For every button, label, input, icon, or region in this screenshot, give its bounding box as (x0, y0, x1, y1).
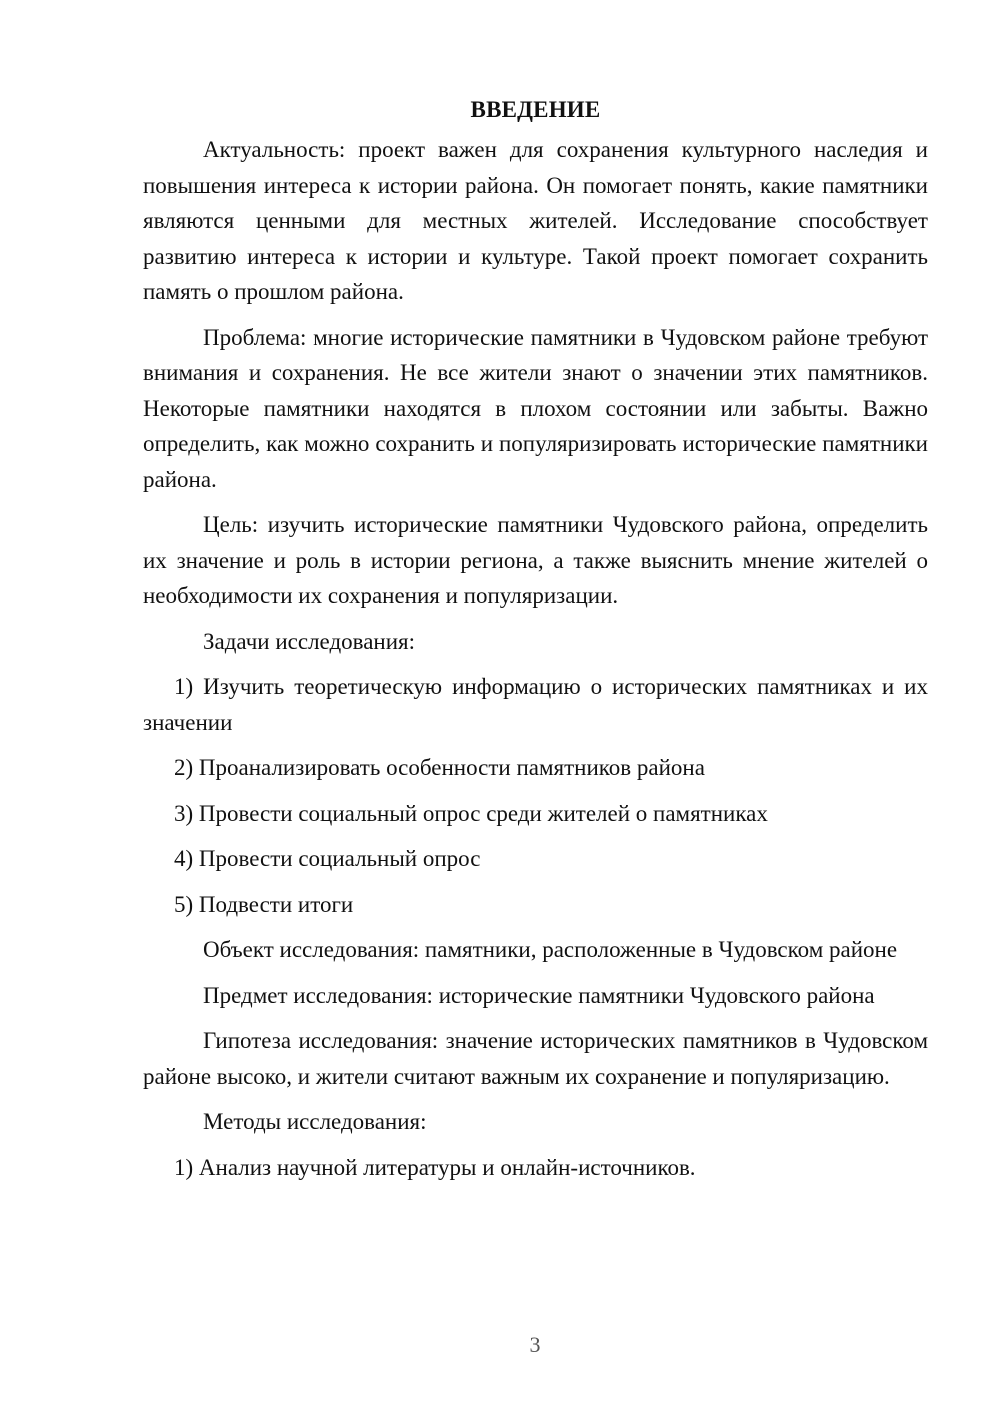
subject-paragraph: Предмет исследования: исторические памятники Чудовского района (203, 982, 875, 1008)
task-item-5: 5) Подвести итоги (174, 891, 354, 917)
page-number: 3 (529, 1332, 541, 1357)
task-item-3: 3) Провести социальный опрос среди жителей о памятниках (174, 800, 768, 826)
task-item-2: 2) Проанализировать особенности памятников района (174, 755, 705, 780)
method-item-1: 1) Анализ научной литературы и онлайн-источников. (174, 1154, 696, 1180)
goal-paragraph: Цель: изучить исторические памятники Чудовского района, определить их значение и роль в истории региона, а также выяснить мнение жителей о необходимости их сохранения и популяризации. (143, 512, 928, 608)
tasks-heading: Задачи исследования: (203, 628, 416, 654)
problem-paragraph: Проблема: многие исторические памятники в Чудовском районе требуют внимания и сохранения. Не все жители знают о значении этих памятников. Некоторые памятники находятся в плохом состоянии или забыты. Важно определить, как можно сохранить и популяризировать исторические памятники района. (143, 324, 928, 492)
task-item-4: 4) Провести социальный опрос (174, 846, 481, 871)
relevance-paragraph: Актуальность: проект важен для сохранения культурного наследия и повышения интереса к истории района. Он помогает понять, какие памятники являются ценными для местных жителей. Исследование способствует развитию интереса к истории и культуре. Такой проект помогает сохранить память о прошлом района. (143, 137, 928, 304)
section-title: ВВЕДЕНИЕ (470, 97, 601, 122)
methods-heading: Методы исследования: (203, 1109, 427, 1134)
task-item-1: 1) Изучить теоретическую информацию о исторических памятниках и их значении (143, 674, 928, 735)
hypothesis-paragraph: Гипотеза исследования: значение исторических памятников в Чудовском районе высоко, и жители считают важным их сохранение и популяризацию. (143, 1028, 928, 1089)
document-page (143, 92, 928, 1195)
object-paragraph: Объект исследования: памятники, расположенные в Чудовском районе (203, 937, 898, 962)
